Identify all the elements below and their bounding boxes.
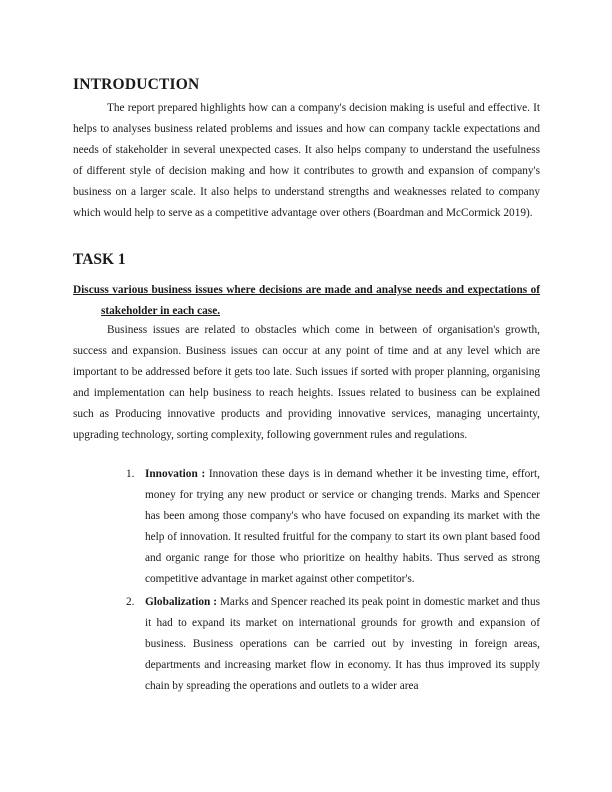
list-item	[126, 464, 540, 590]
list-item-number: 1.	[126, 468, 135, 480]
task1-paragraph: Business issues are related to obstacles which come in between of organisation's growth, success and expansion. Business issues can occur at any point of time and at any level which are important to be addressed before it gets too late. Such issues if sorted with proper planning, organising and implementation can help business to reach heights. Issues related to business can be explained such as Producing innovative products and providing innovative services, managing uncertainty, upgrading technology, sorting complexity, following government rules and regulations.	[73, 324, 540, 441]
list-item-number: 2.	[126, 596, 135, 608]
list-item-title: Innovation :	[145, 468, 209, 480]
list-item-text: Marks and Spencer reached its peak point in domestic market and thus it had to expand its market on international grounds for growth and expansion of business. Business operations can be carried out by investing in foreign areas, departments and increasing market flow in economy. It has thus improved its supply chain by spreading the operations and outlets to a wider area	[145, 596, 541, 692]
list-item-text: Innovation these days is in demand whether it be investing time, effort, money for trying any new product or service or changing trends. Marks and Spencer has been among those company's who have focused on expanding its market with the help of innovation. It resulted fruitful for the company to start its own plant based food and organic range for those who prioritize on healthy habits. Thus served as strong competitive advantage in market against other competitor's.	[145, 468, 540, 585]
task1-subheading: Discuss various business issues where decisions are made and analyse needs and expectations of stakeholder in each case.	[73, 284, 540, 317]
introduction-paragraph: The report prepared highlights how can a company's decision making is useful and effective. It helps to analyses business related problems and issues and how can company tackle expectations and needs of stakeholder in several unexpected cases. It also helps company to understand the usefulness of different style of decision making and how it contributes to growth and expansion of company's business on a larger scale. It also helps to understand strengths and weaknesses related to company which would help to serve as a competitive advantage over others (Boardman and McCormick 2019).	[73, 102, 540, 219]
list-item-title: Globalization :	[145, 596, 220, 608]
list-item	[126, 592, 541, 697]
task1-heading: TASK 1	[73, 251, 126, 268]
issues-list	[126, 464, 541, 699]
introduction-heading: INTRODUCTION	[73, 76, 200, 93]
